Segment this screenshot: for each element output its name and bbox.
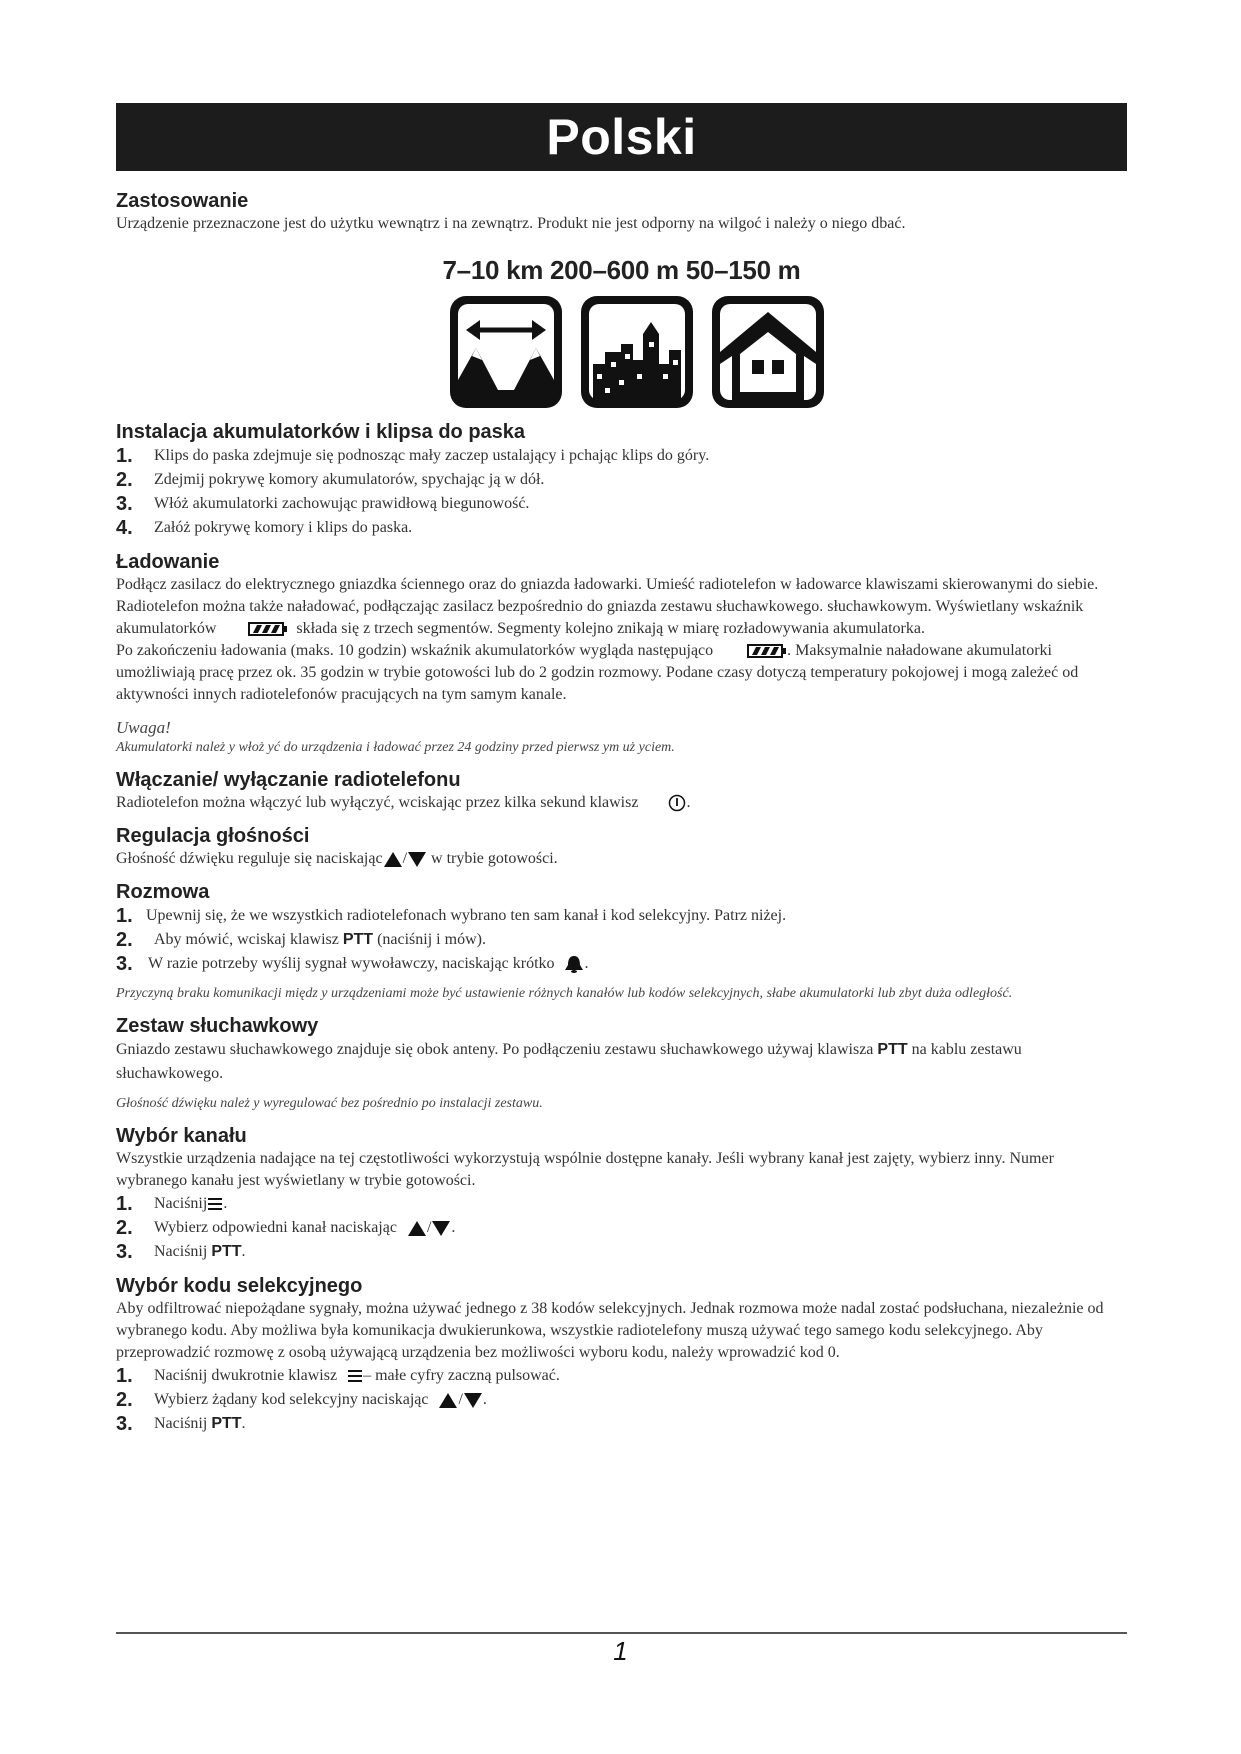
- section-title: Regulacja głośności: [116, 825, 310, 847]
- section-title: Zastosowanie: [116, 190, 249, 212]
- step-text: .: [241, 1243, 246, 1260]
- language-banner: Polski: [116, 103, 1127, 171]
- step-text: Włóż akumulatorki zachowując prawidłową biegunowość.: [154, 495, 530, 512]
- section-title: Wybór kodu selekcyjnego: [116, 1275, 363, 1297]
- section-title: Wybór kanału: [116, 1125, 247, 1147]
- down-arrow-icon: [407, 851, 427, 868]
- footer-rule: [116, 1632, 1127, 1634]
- manual-page: [116, 103, 1127, 1436]
- step-number: 3.: [116, 1413, 133, 1435]
- power-paragraph: [116, 792, 1127, 814]
- section-zestaw: [116, 1014, 1127, 1114]
- note-text: Głośność dźwięku należ y wyregulować bez pośrednio po instalacji zestawu.: [116, 1096, 543, 1111]
- section-title: Ładowanie: [116, 551, 220, 573]
- separator: /: [402, 850, 408, 867]
- list-item: [116, 444, 1127, 468]
- up-arrow-icon: [383, 851, 403, 868]
- steps-list: [116, 904, 1127, 976]
- list-item: [116, 904, 1127, 928]
- step-text: – małe cyfry zaczną pulsować.: [363, 1367, 560, 1384]
- section-title: Włączanie/ wyłączanie radiotelefonu: [116, 769, 461, 791]
- steps-list: [116, 444, 1127, 540]
- code-paragraph: Aby odfiltrować niepożądane sygnały, można używać jednego z 38 kodów selekcyjnych. Jednak rozmowa może nadal zostać podsłuchana, niezależnie od wybranego kodu. Aby możliwa była komunikacja dwukierunkowa, wszystkie radiotelefony muszą używać tego samego kodu selekcyjnego. Aby przeprowadzić rozmowę z osobą używającą urządzenia bez możliwości wyboru kodu, należy wprowadzić kod 0.: [116, 1300, 1104, 1361]
- note-text: Przyczyną braku komunikacji międz y urządzeniami może być ustawienie różnych kanałów lub kodów selekcyjnych, słabe akumulatorki lub zbyt duża odległość.: [116, 986, 1013, 1001]
- range-pictograms: [146, 294, 1127, 410]
- separator: /: [426, 1219, 432, 1236]
- step-number: 1.: [116, 1365, 133, 1387]
- step-text: Upewnij się, że we wszystkich radiotelefonach wybrano ten sam kanał i kod selekcyjny. Patrz niżej.: [146, 907, 787, 924]
- list-item: [116, 1388, 1127, 1412]
- list-item: [116, 468, 1127, 492]
- section-title: Rozmowa: [116, 881, 210, 903]
- list-item: [116, 952, 1127, 976]
- list-item: [116, 516, 1127, 540]
- step-text: Załóż pokrywę komory i klips do paska.: [154, 519, 413, 536]
- step-number: 1.: [116, 445, 133, 467]
- paragraph-text: .: [686, 794, 691, 811]
- step-text: W razie potrzeby wyślij sygnał wywoławczy, naciskając krótko: [148, 955, 555, 972]
- city-range-icon: [579, 294, 695, 410]
- list-item: [116, 1364, 1127, 1388]
- list-item: [116, 1240, 1127, 1264]
- paragraph-text: . Maksymalnie naładowane akumulatorki umożliwiają pracę przez ok. 35 godzin w trybie gotowości lub do 2 godzin rozmowy. Podane czasy dotyczą temperatury pokojowej i mogą zależeć od aktywności innych radiotelefonów pracujących na tym samym kanale.: [116, 642, 1079, 703]
- step-text: Naciśnij: [154, 1195, 208, 1212]
- ptt-key-label: PTT: [877, 1041, 908, 1058]
- step-text: .: [223, 1195, 228, 1212]
- paragraph-text: Po zakończeniu ładowania (maks. 10 godzin) wskaźnik akumulatorków wygląda następująco: [116, 642, 714, 659]
- paragraph-text: Podłącz zasilacz do elektrycznego gniazdka ściennego oraz do gniazda ładowarki. Umieść radiotelefon w ładowarce klawiszami skierowanymi do siebie. Radiotelefon można także naładować, podłączając zasilacz bezpośrednio do gniazda zestawu słuchawkowego. słuchawkowym. Wyświetlany wskaźnik akumulatorków: [116, 576, 1099, 637]
- step-text: Wybierz żądany kod selekcyjny naciskając: [154, 1391, 429, 1408]
- step-text: Naciśnij: [154, 1415, 208, 1432]
- step-text: Zdejmij pokrywę komory akumulatorów, spychając ją w dół.: [154, 471, 545, 488]
- note-title: Uwaga!: [116, 718, 171, 737]
- step-text: .: [241, 1415, 246, 1432]
- channel-paragraph: Wszystkie urządzenia nadające na tej częstotliwości wykorzystują wspólnie dostępne kanały. Jeśli wybrany kanał jest zajęty, wybierz inny. Numer wybranego kanału jest wyświetlany w trybie gotowości.: [116, 1150, 1054, 1189]
- list-item: [116, 1412, 1127, 1436]
- bell-call-icon: [563, 955, 585, 973]
- paragraph-text: na kablu zestawu słuchawkowego.: [116, 1041, 1022, 1082]
- mountains-range-icon: [448, 294, 564, 410]
- paragraph-text: Gniazdo zestawu słuchawkowego znajduje się obok anteny. Po podłączeniu zestawu słuchawkowego używaj klawisza: [116, 1041, 874, 1058]
- step-number: 4.: [116, 517, 133, 539]
- list-item: [116, 1216, 1127, 1240]
- paragraph-text: Głośność dźwięku reguluje się naciskając: [116, 850, 383, 867]
- down-arrow-icon: [431, 1220, 451, 1237]
- step-number: 1.: [116, 905, 133, 927]
- battery-indicator-icon: [248, 621, 288, 637]
- section-glosnosc: [116, 824, 1127, 870]
- up-arrow-icon: [438, 1392, 458, 1409]
- step-text: .: [451, 1219, 456, 1236]
- list-item: [116, 492, 1127, 516]
- range-values: 7–10 km 200–600 m 50–150 m: [442, 255, 801, 285]
- section-kod: [116, 1274, 1127, 1436]
- charging-paragraph-1: [116, 574, 1127, 640]
- menu-key-icon: [207, 1196, 223, 1212]
- paragraph-text: w trybie gotowości.: [431, 850, 558, 867]
- steps-list: [116, 1192, 1127, 1264]
- step-text: (naciśnij i mów).: [377, 931, 486, 948]
- step-text: Klips do paska zdejmuje się podnosząc mały zaczep ustalający i pchając klips do góry.: [154, 447, 710, 464]
- section-rozmowa: [116, 880, 1127, 1004]
- section-text: Urządzenie przeznaczone jest do użytku wewnątrz i na zewnątrz. Produkt nie jest odporny na wilgoć i należy o niego dbać.: [116, 215, 906, 232]
- section-instalacja: [116, 420, 1127, 540]
- list-item: [116, 1192, 1127, 1216]
- battery-full-icon: [747, 643, 787, 659]
- section-wlaczanie: [116, 768, 1127, 814]
- step-text: .: [584, 955, 589, 972]
- section-title: Instalacja akumulatorków i klipsa do paska: [116, 421, 526, 443]
- ptt-key-label: PTT: [211, 1243, 242, 1260]
- list-item: [116, 928, 1127, 952]
- headset-paragraph: [116, 1038, 1127, 1086]
- up-arrow-icon: [407, 1220, 427, 1237]
- charging-paragraph-2: [116, 640, 1127, 706]
- step-number: 2.: [116, 1217, 133, 1239]
- step-text: Naciśnij dwukrotnie klawisz: [154, 1367, 338, 1384]
- ptt-key-label: PTT: [211, 1415, 242, 1432]
- step-number: 2.: [116, 1389, 133, 1411]
- note-text: Akumulatorki należ y włoż yć do urządzenia i ładować przez 24 godziny przed pierwsz ym uż yciem.: [116, 740, 675, 755]
- section-zastosowanie: [116, 189, 1127, 235]
- step-number: 2.: [116, 469, 133, 491]
- volume-paragraph: [116, 848, 1127, 870]
- step-text: Naciśnij: [154, 1243, 208, 1260]
- step-number: 3.: [116, 1241, 133, 1263]
- ptt-key-label: PTT: [342, 931, 374, 948]
- paragraph-text: Radiotelefon można włączyć lub wyłączyć, wciskając przez kilka sekund klawisz: [116, 794, 639, 811]
- page-number: 1: [613, 1636, 628, 1666]
- section-title: Zestaw słuchawkowy: [116, 1015, 319, 1037]
- steps-list: [116, 1364, 1127, 1436]
- section-ladowanie: [116, 550, 1127, 758]
- section-kanal: [116, 1124, 1127, 1264]
- paragraph-text: składa się z trzech segmentów. Segmenty kolejno znikają w miarę rozładowywania akumulatorka.: [296, 620, 925, 637]
- step-number: 3.: [116, 953, 133, 975]
- down-arrow-icon: [463, 1392, 483, 1409]
- step-text: .: [482, 1391, 487, 1408]
- step-text: Aby mówić, wciskaj klawisz: [154, 931, 339, 948]
- step-text: Wybierz odpowiedni kanał naciskając: [154, 1219, 397, 1236]
- step-number: 3.: [116, 493, 133, 515]
- power-key-icon: [668, 794, 686, 812]
- separator: /: [458, 1391, 463, 1408]
- house-range-icon: [710, 294, 826, 410]
- menu-key-icon: [347, 1368, 363, 1384]
- step-number: 2.: [116, 929, 133, 951]
- step-number: 1.: [116, 1193, 133, 1215]
